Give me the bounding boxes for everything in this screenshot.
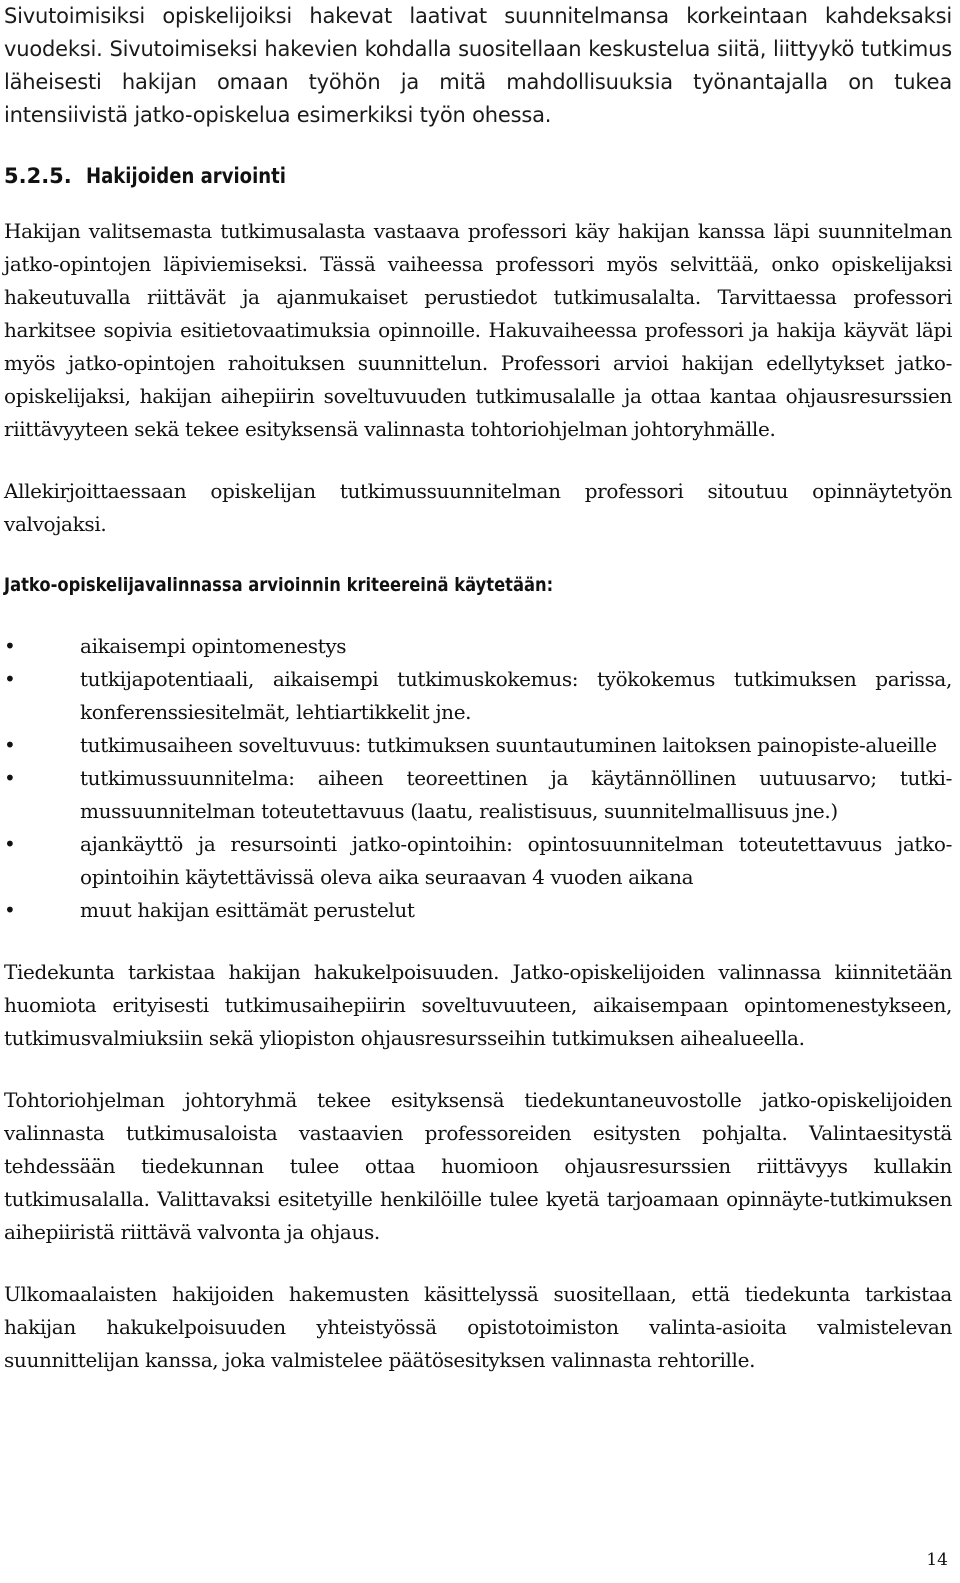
bullet-icon: • — [4, 898, 16, 922]
paragraph-steering-group: Tohtoriohjelman johtoryhmä tekee esityksensä tiedekuntaneuvostolle jatko-opiskelijoiden valinnasta tutkimusaloista vastaavien professoreiden esitysten pohjalta. Valintaesitystä tehdessään tiedekunnan tulee ottaa huomioon ohjausresurssien riittävyys kullakin tutkimusalalla. Valittavaksi esitetyille henkilöille tulee kyetä tarjoamaan opinnäyte-tutkimuksen aihepiiristä riittävä valvonta ja ohjaus. — [4, 1088, 952, 1244]
criteria-item-text: ajankäyttö ja resursointi jatko-opintoihin: opintosuunnitelman toteutettavuus jatko-opintoihin käytettävissä oleva aika seuraavan 4 vuoden aikana — [80, 832, 952, 889]
bullet-icon: • — [4, 733, 16, 757]
bullet-icon: • — [4, 667, 16, 691]
criteria-item-text: aikaisempi opintomenestys — [80, 634, 347, 658]
bullet-icon: • — [4, 766, 16, 790]
paragraph-faculty-check: Tiedekunta tarkistaa hakijan hakukelpoisuuden. Jatko-opiskelijoiden valinnassa kiinnitetään huomiota erityisesti tutkimusaihepiirin soveltuvuuteen, aikaisempaan opintomenestykseen, tutkimusvalmiuksiin sekä yliopiston ohjausresursseihin tutkimuksen aihealueella. — [4, 960, 952, 1050]
section-title: Hakijoiden arviointi — [85, 164, 286, 188]
criteria-item-text: muut hakijan esittämät perustelut — [80, 898, 415, 922]
criteria-item-text: tutkimusaiheen soveltuvuus: tutkimuksen suuntautuminen laitoksen painopiste-alueille — [80, 733, 937, 757]
section-heading — [4, 132, 952, 191]
criteria-heading: Jatko-opiskelijavalinnassa arvioinnin kriteereinä käytetään: — [4, 574, 554, 596]
page-number: 14 — [926, 1550, 948, 1570]
criteria-item-text: tutkijapotentiaali, aikaisempi tutkimuskokemus: työkokemus tutkimuksen parissa, konferenssiesitelmät, lehtiartikkelit jne. — [80, 667, 952, 724]
criteria-item-text: tutkimussuunnitelma: aiheen teoreettinen ja käytännöllinen uutuusarvo; tutki-mussuunnitelman toteutettavuus (laatu, realistisuus, suunnitelmallisuus jne.) — [80, 766, 952, 823]
bullet-icon: • — [4, 832, 16, 856]
bullet-icon: • — [4, 634, 16, 658]
criteria-list — [4, 599, 952, 927]
list-item — [4, 663, 952, 729]
paragraph-foreign-applicants: Ulkomaalaisten hakijoiden hakemusten käsittelyssä suositellaan, että tiedekunta tarkistaa hakijan hakukelpoisuuden yhteistyössä opistotoimiston valinta-asioita valmistelevan suunnittelijan kanssa, joka valmistelee päätösesityksen valinnasta rehtorille. — [4, 1282, 952, 1372]
paragraph-evaluation: Hakijan valitsemasta tutkimusalasta vastaava professori käy hakijan kanssa läpi suunnitelman jatko-opintojen läpiviemiseksi. Tässä vaiheessa professori myös selvittää, onko opiskelijaksi hakeutuvalla riittävät ja ajanmukaiset perustiedot tutkimusalalta. Tarvittaessa professori harkitsee sopivia esitietovaatimuksia opinnoille. Hakuvaiheessa professori ja hakija käyvät läpi myös jatko-opintojen rahoituksen suunnittelun. Professori arvioi hakijan edellytykset jatko-opiskelijaksi, hakijan aihepiirin soveltuvuuden tutkimusalalle ja ottaa kantaa ohjausresurssien riittävyyteen sekä tekee esityksensä valinnasta tohtoriohjelman johtoryhmälle. — [4, 219, 952, 441]
list-item — [4, 828, 952, 894]
list-item — [4, 729, 952, 762]
paragraph-supervisor-commitment: Allekirjoittaessaan opiskelijan tutkimussuunnitelman professori sitoutuu opinnäytetyön valvojaksi. — [4, 479, 952, 536]
intro-paragraph: Sivutoimisiksi opiskelijoiksi hakevat laativat suunnitelmansa korkeintaan kahdeksaksi vuodeksi. Sivutoimiseksi hakevien kohdalla suositellaan keskustelua siitä, liittyykö tutkimus läheisesti hakijan omaan työhön ja mitä mahdollisuuksia työnantajalla on tukea intensiivistä jatko-opiskelua esimerkiksi työn ohessa. — [4, 4, 952, 127]
list-item — [4, 894, 952, 927]
section-number: 5.2.5. — [4, 164, 72, 188]
list-item — [4, 762, 952, 828]
list-item — [4, 630, 952, 663]
